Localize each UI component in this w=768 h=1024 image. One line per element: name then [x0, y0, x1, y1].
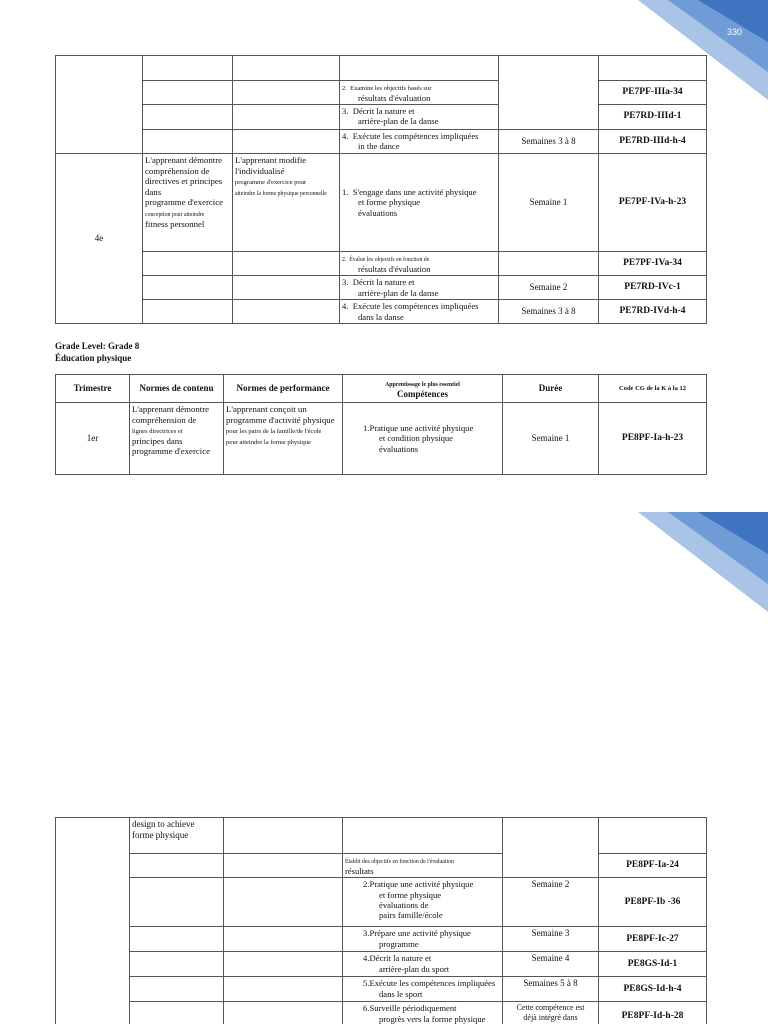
page-number: 330 [727, 27, 743, 37]
competency-code: PE7RD-IIId-h-4 [599, 130, 707, 154]
duration: Semaines 3 à 8 [499, 130, 599, 154]
performance-standard: L'apprenant modifie l'individualisé programme d'exercice pour atteindre la forme physique personnelle [233, 154, 340, 252]
table-row: 1er L'apprenant démontre compréhension de lignes directrices et principes dans programme d'exercice L'apprenant conçoit un programme d'activité physique pour les pairs de la famille/de l'école pour atteindre la forme physique 1.Pratique une activité physique et condition physique évaluations Semaine 1 PE8PF-Ia-h-23 [56, 403, 707, 475]
page-331 [0, 512, 768, 1024]
duration: Semaine 3 [503, 927, 599, 952]
competency-code: PE7PF-IIIa-34 [599, 81, 707, 105]
header-quarter: Trimestre [56, 375, 130, 403]
table-row: 3.Prépare une activité physique programme Semaine 3 PE8PF-Ic-27 [56, 927, 707, 952]
table-row: 4.Décrit la nature et arrière-plan du sport Semaine 4 PE8GS-Id-1 [56, 952, 707, 977]
grade-level-heading: Grade Level: Grade 8 Éducation physique [55, 341, 140, 363]
curriculum-table-grade8 [55, 374, 707, 475]
header-duration: Durée [503, 375, 599, 403]
content-standard: L'apprenant démontre compréhension de lignes directrices et principes dans programme d'exercice [130, 403, 224, 475]
table-row: 4. Exécute les compétences impliquées dans la danse Semaines 3 à 8 PE7RD-IVd-h-4 [56, 300, 707, 324]
table-row: 4. Exécute les compétences impliquées in the dance Semaines 3 à 8 PE7RD-IIId-h-4 [56, 130, 707, 154]
table-row: 4e L'apprenant démontre compréhension de directives et principes dans programme d'exercice conception pour atteindre fitness personnel L'apprenant modifie l'individualisé programme d'exercice pour atteindre la forme physique personnelle 1. S'engage dans une activité physique et forme physique évaluations Semaine 1 PE7PF-IVa-h-23 [56, 154, 707, 252]
page-number: 331 [727, 789, 743, 799]
duration: Cette compétence est déjà intégré dans [503, 1002, 599, 1024]
corner-ribbon-decoration [638, 512, 768, 612]
table-row: Établit des objectifs en fonction de l'évaluation résultats PE8PF-Ia-24 [56, 854, 707, 878]
competency-code: PE8PF-Ia-24 [599, 854, 707, 878]
content-standard: L'apprenant démontre compréhension de directives et principes dans programme d'exercice conception pour atteindre fitness personnel [143, 154, 233, 252]
competency-code: PE8PF-Ib -36 [599, 878, 707, 927]
competency-code: PE8GS-Id-h-4 [599, 977, 707, 1002]
competency-code: PE7RD-IIId-1 [599, 105, 707, 130]
table-header-row [56, 375, 707, 403]
table-row [56, 56, 707, 81]
competency-code: PE8PF-Id-h-28 [599, 1002, 707, 1024]
competency-code: PE8PF-Ia-h-23 [599, 403, 707, 475]
curriculum-table-grade7 [55, 55, 707, 324]
header-content-standards: Normes de contenu [130, 375, 224, 403]
quarter-cell: 1er [56, 403, 130, 475]
competency-code: PE7RD-IVc-1 [599, 276, 707, 300]
table-row: 6.Surveille périodiquement progrès vers la forme physique Cette compétence est déjà intégré dans PE8PF-Id-h-28 [56, 1002, 707, 1024]
content-standard: design to achieve forme physique [130, 818, 224, 854]
table-row [56, 818, 707, 854]
header-performance-standards: Normes de performance [224, 375, 343, 403]
table-row: 2. Examine les objectifs basés sur résultats d'évaluation PE7PF-IIIa-34 [56, 81, 707, 105]
performance-standard: L'apprenant conçoit un programme d'activité physique pour les pairs de la famille/de l'école pour atteindre la forme physique [224, 403, 343, 475]
competency-code: PE8PF-Ic-27 [599, 927, 707, 952]
duration: Semaines 5 à 8 [503, 977, 599, 1002]
header-code: Code CG de la K à la 12 [599, 375, 707, 403]
competency-code: PE8GS-Id-1 [599, 952, 707, 977]
duration: Semaine 2 [503, 878, 599, 927]
table-row: 2.Pratique une activité physique et forme physique évaluations de pairs famille/école Semaine 2 PE8PF-Ib -36 [56, 878, 707, 927]
table-row: 3. Décrit la nature et arrière-plan de la danse Semaine 2 PE7RD-IVc-1 [56, 276, 707, 300]
competency-code: PE7PF-IVa-h-23 [599, 154, 707, 252]
duration: Semaine 4 [503, 952, 599, 977]
header-competencies: Apprentissage le plus essentiel Compétences [343, 375, 503, 403]
duration: Semaine 2 [499, 276, 599, 300]
table-row: 3. Décrit la nature et arrière-plan de la danse PE7RD-IIId-1 [56, 105, 707, 130]
duration: Semaine 1 [503, 403, 599, 475]
duration: Semaine 1 [499, 154, 599, 252]
competency-code: PE7PF-IVa-34 [599, 252, 707, 276]
competency-code: PE7RD-IVd-h-4 [599, 300, 707, 324]
duration: Semaines 3 à 8 [499, 300, 599, 324]
table-row: 5.Exécute les compétences impliquées dans le sport Semaines 5 à 8 PE8GS-Id-h-4 [56, 977, 707, 1002]
quarter-cell: 4e [56, 154, 143, 324]
curriculum-table-grade8-continued [55, 817, 707, 1024]
table-row: 2. Évalue les objectifs en fonction de résultats d'évaluation PE7PF-IVa-34 [56, 252, 707, 276]
